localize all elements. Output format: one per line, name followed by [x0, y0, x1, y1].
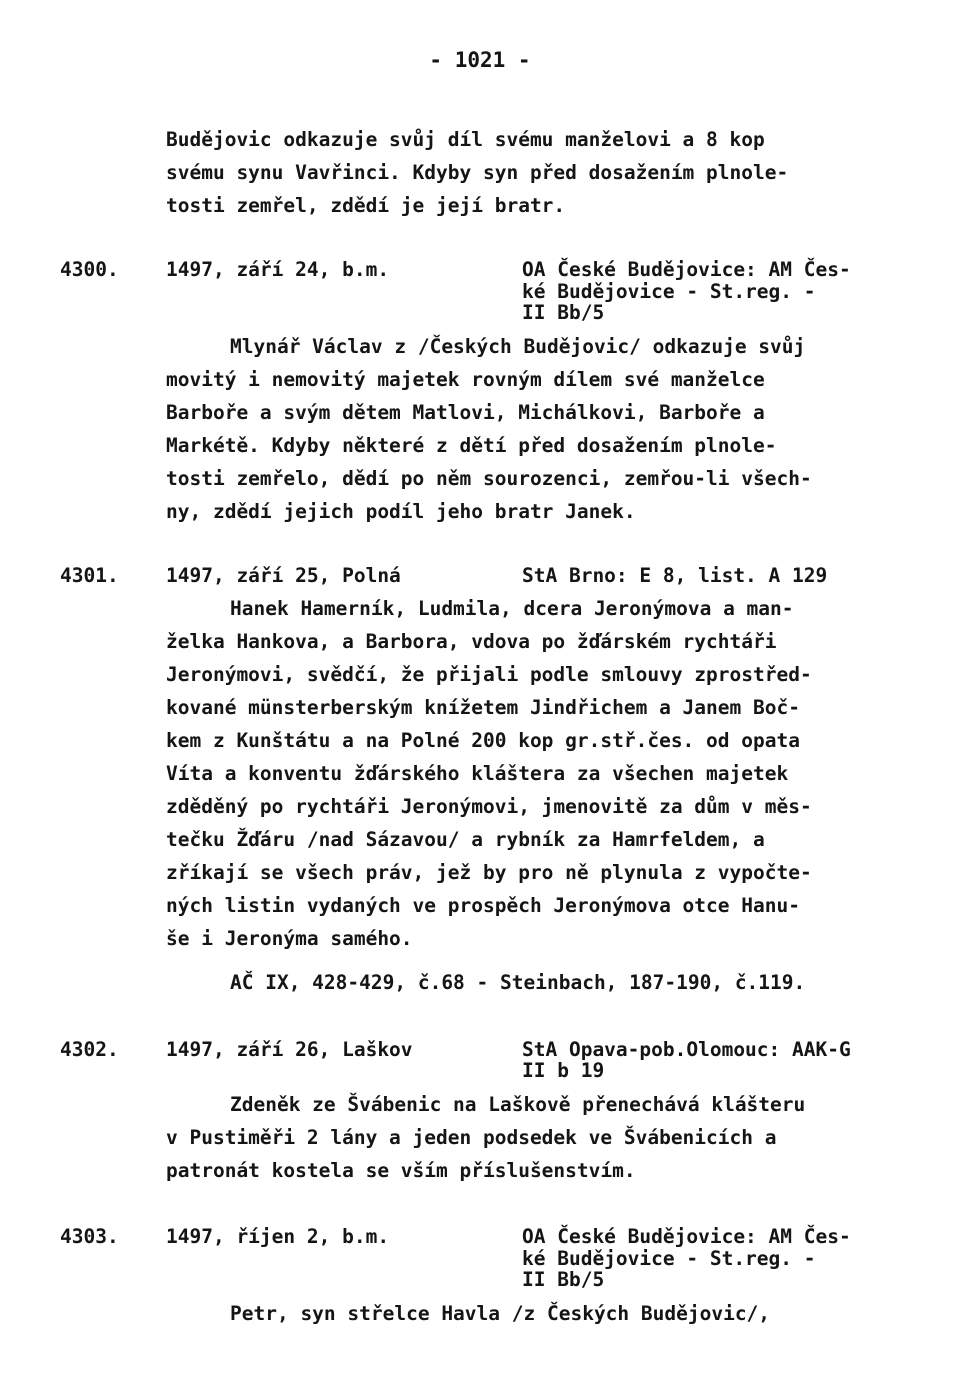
archive-line: StA Brno: E 8, list. A 129 [522, 564, 828, 587]
entry-text-line: Barboře a svým dětem Matlovi, Michálkovi, Barboře a [166, 401, 765, 424]
entry-text-line: Markétě. Kdyby některé z dětí před dosažením plnole- [166, 434, 777, 457]
entry-text-line: še i Jeronýma samého. [166, 927, 413, 950]
entry-text-line: Hanek Hamerník, Ludmila, dcera Jeronýmova a man- [230, 597, 794, 620]
entry-number: 4303. [60, 1225, 119, 1248]
entry-number: 4302. [60, 1038, 119, 1061]
entry-text-line: Petr, syn střelce Havla /z Českých Budějovic/, [230, 1302, 771, 1325]
entry-text-line: ných listin vydaných ve prospěch Jeronýmova otce Hanu- [166, 894, 800, 917]
entry-number: 4301. [60, 564, 119, 587]
entry-text-line: zděděný po rychtáři Jeronýmovi, jmenovitě za dům v měs- [166, 795, 812, 818]
archive-line: StA Opava-pob.Olomouc: AAK-G [522, 1038, 851, 1061]
entry-text-line: Jeronýmovi, svědčí, že přijali podle smlouvy zprostřed- [166, 663, 812, 686]
intro-line: svému synu Vavřinci. Kdyby syn před dosažením plnole- [166, 161, 789, 184]
entry-date: 1497, září 25, Polná [166, 564, 401, 587]
entry-text-line: Mlynář Václav z /Českých Budějovic/ odkazuje svůj [230, 335, 806, 358]
entry-number: 4300. [60, 258, 119, 281]
entry-text-line: kem z Kunštátu a na Polné 200 kop gr.stř.čes. od opata [166, 729, 800, 752]
archive-line: II b 19 [522, 1059, 605, 1082]
entry-text-line: Zdeněk ze Švábenic na Laškově přenechává klášteru [230, 1093, 806, 1116]
archive-line: OA České Budějovice: AM Čes- [522, 1225, 851, 1248]
entry-text-line: zříkají se všech práv, jež by pro ně plynula z vypočte- [166, 861, 812, 884]
entry-text-line: movitý i nemovitý majetek rovným dílem své manželce [166, 368, 765, 391]
entry-text-line: Víta a konventu žďárského kláštera za všechen majetek [166, 762, 789, 785]
archive-line: OA České Budějovice: AM Čes- [522, 258, 851, 281]
intro-line: tosti zemřel, zdědí je její bratr. [166, 194, 566, 217]
entry-text-line: ny, zdědí jejich podíl jeho bratr Janek. [166, 500, 636, 523]
entry-date: 1497, září 24, b.m. [166, 258, 390, 281]
archive-line: II Bb/5 [522, 1268, 605, 1291]
entry-text-line: patronát kostela se vším příslušenstvím. [166, 1159, 636, 1182]
page-number: - 1021 - [429, 48, 531, 72]
entry-text-line: tečku Žďáru /nad Sázavou/ a rybník za Hamrfeldem, a [166, 828, 765, 851]
entry-text-line: kované münsterberským knížetem Jindřichem a Janem Boč- [166, 696, 800, 719]
entry-date: 1497, září 26, Laškov [166, 1038, 413, 1061]
entry-text-line: v Pustiměři 2 lány a jeden podsedek ve Švábenicích a [166, 1126, 777, 1149]
entry-text-line: tosti zemřelo, dědí po něm sourozenci, zemřou-li všech- [166, 467, 812, 490]
archive-line: ké Budějovice - St.reg. - [522, 280, 816, 303]
entry-text-line: želka Hankova, a Barbora, vdova po žďárském rychtáři [166, 630, 777, 653]
entry-reference: AČ IX, 428-429, č.68 - Steinbach, 187-190, č.119. [230, 971, 806, 994]
archive-line: II Bb/5 [522, 301, 605, 324]
archive-line: ké Budějovice - St.reg. - [522, 1247, 816, 1270]
entry-date: 1497, říjen 2, b.m. [166, 1225, 390, 1248]
intro-line: Budějovic odkazuje svůj díl svému manželovi a 8 kop [166, 128, 765, 151]
